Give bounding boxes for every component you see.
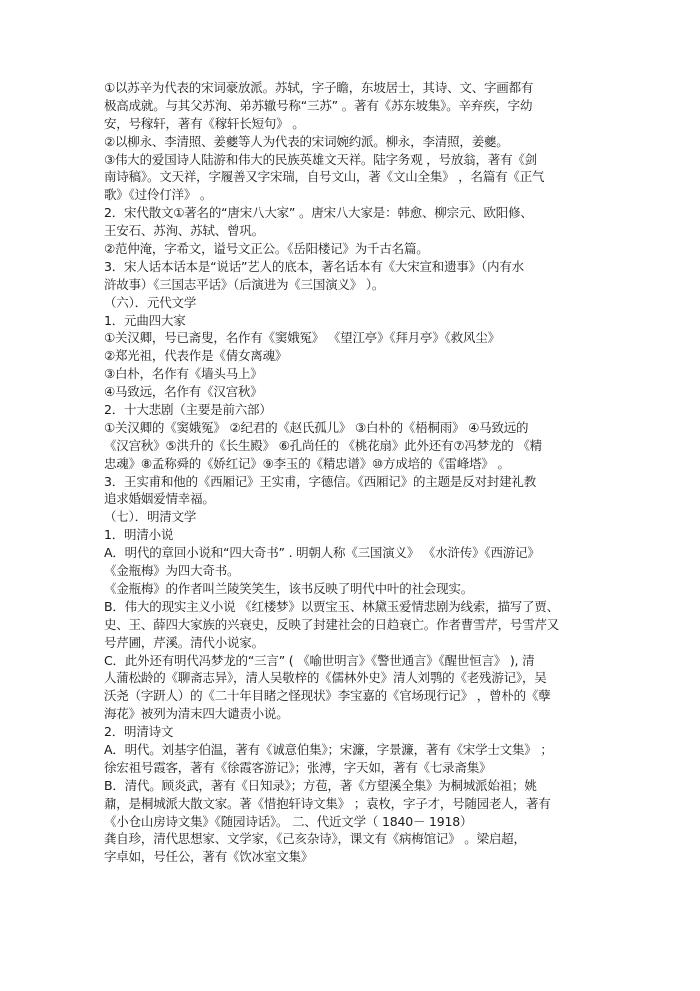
text-line-35: 沃尧（字趼人）的《二十年目睹之怪现状》李宝嘉的《官场现行记》 ，曾朴的《孽	[104, 688, 551, 704]
text-line-12: 浒故事）《三国志平话》（后演进为《三国演义》 ）。	[104, 276, 385, 292]
text-line-26: 1．明清小说	[104, 527, 174, 543]
text-line-21: 《汉宫秋》⑤洪升的《长生殿》 ⑥孔尚任的 《桃花扇》此外还有⑦冯梦龙的 《精	[104, 437, 542, 453]
text-line-33: C．此外还有明代冯梦龙的“三言” ( 《喻世明言》《警世通言》《醒世恒言》 ), 清	[104, 652, 535, 668]
text-line-6: 南诗稿》。文天祥，字履善又字宋瑞，自号文山，著《文山全集》 ，名篇有《正气	[104, 169, 545, 185]
text-line-39: 徐宏祖号霞客，著有《徐霞客游记》；张溥，字天如，著有《七录斋集》	[104, 759, 492, 775]
text-line-38: A．明代。刘基字伯温，著有《诚意伯集》；宋濂，字景濂，著有《宋学士文集》 ；	[104, 741, 553, 757]
section-heading-yuan: （六）．元代文学	[104, 294, 197, 310]
text-line-23: 3．王实甫和他的《西厢记》王实甫，字德信。《西厢记》的主题是反对封建礼教	[104, 473, 537, 489]
text-line-4: ②以柳永、李清照、姜夔等人为代表的宋词婉约派。柳永，李清照，姜夔。	[104, 133, 509, 149]
text-line-17: ③白朴，名作有《墙头马上》	[104, 366, 263, 382]
text-line-2: 极高成就。与其父苏洵、弟苏辙号称“三苏” 。著有《苏东坡集》。辛弃疾，字幼	[104, 97, 533, 113]
text-line-24: 追求婚姻爱情幸福。	[104, 491, 215, 507]
text-line-42: 《小仓山房诗文集》《随园诗话》。 二、代近文学（ 1840－ 1918）	[104, 813, 473, 829]
document-page	[104, 79, 604, 866]
text-line-3: 安，号稼轩，著有《稼轩长短句》 。	[104, 115, 305, 131]
text-line-18: ④马致远，名作有《汉宫秋》	[104, 384, 263, 400]
text-line-15: ①关汉卿，号已斋叟，名作有《窦娥冤》 《望江亭》《拜月亭》《救风尘》	[104, 330, 500, 346]
text-line-14: 1．元曲四大家	[104, 312, 186, 328]
section-heading-ming-qing: （七）．明清文学	[104, 509, 197, 525]
text-line-31: 史、王、薛四大家族的兴衰史，反映了封建社会的日趋衰亡。作者曹雪芹，号雪芹又	[104, 616, 560, 632]
text-line-1: ①以苏辛为代表的宋词豪放派。苏轼，字子瞻，东坡居士，其诗、文、字画都有	[104, 80, 534, 95]
text-line-8: 2．宋代散文①著名的“唐宋八大家” 。唐宋八大家是：韩愈、柳宗元、欧阳修、	[104, 205, 533, 221]
text-line-44: 字卓如，号任公，著有《饮冰室文集》	[104, 849, 314, 865]
text-line-19: 2．十大悲剧（主要是前六部）	[104, 402, 272, 418]
text-line-36: 海花》被列为清末四大谴责小说。	[104, 706, 289, 722]
text-line-28: 《金瓶梅》为四大奇书。	[104, 563, 240, 579]
text-line-29: 《金瓶梅》的作者叫兰陵笑笑生，该书反映了明代中叶的社会现实。	[104, 580, 474, 596]
text-line-34: 人蒲松龄的《聊斋志异》，清人吴敬梓的《儒林外史》清人刘鹗的《老残游记》，吴	[104, 670, 547, 686]
text-line-30: B．伟大的现实主义小说 《红楼梦》以贾宝玉、林黛玉爱情悲剧为线索，描写了贾、	[104, 598, 559, 614]
text-line-10: ②范仲淹，字希文，谥号文正公。《岳阳楼记》为千古名篇。	[104, 241, 429, 257]
text-line-11: 3．宋人话本话本是“说话”艺人的底本，著名话本有《大宋宣和遗事》（内有水	[104, 258, 524, 274]
text-line-7: 歌》《过伶仃洋》 。	[104, 187, 213, 203]
text-line-22: 忠魂》⑧孟称舜的《娇红记》⑨李玉的《精忠谱》⑩方成培的《雷峰塔》 。	[104, 455, 510, 471]
text-line-40: B．清代。顾炎武，著有《日知录》；方苞，著《方望溪全集》为桐城派始祖；姚	[104, 777, 537, 793]
text-line-9: 王安石、苏洵、苏轼、曾巩。	[104, 223, 264, 239]
text-line-32: 号芹圃，芹溪。清代小说家。	[104, 634, 264, 650]
text-line-41: 鼐，是桐城派大散文家。著《惜抱轩诗文集》 ；袁枚，字子才，号随园老人，著有	[104, 795, 551, 811]
text-line-37: 2．明清诗文	[104, 724, 174, 740]
text-line-16: ②郑光祖，代表作是《倩女离魂》	[104, 348, 288, 364]
text-line-43: 龚自珍，清代思想家、文学家，《己亥杂诗》，课文有《病梅馆记》 。梁启超，	[104, 831, 526, 847]
text-line-20: ①关汉卿的《窦娥冤》 ②纪君的《赵氏孤儿》 ③白朴的《梧桐雨》 ④马致远的	[104, 419, 529, 435]
text-line-27: A．明代的章回小说和“四大奇书” . 明朝人称《三国演义》 《水浒传》《西游记》	[104, 545, 540, 561]
text-line-5: ③伟大的爱国诗人陆游和伟大的民族英雄文天祥。陆字务观 ，号放翁，著有《剑	[104, 151, 537, 167]
